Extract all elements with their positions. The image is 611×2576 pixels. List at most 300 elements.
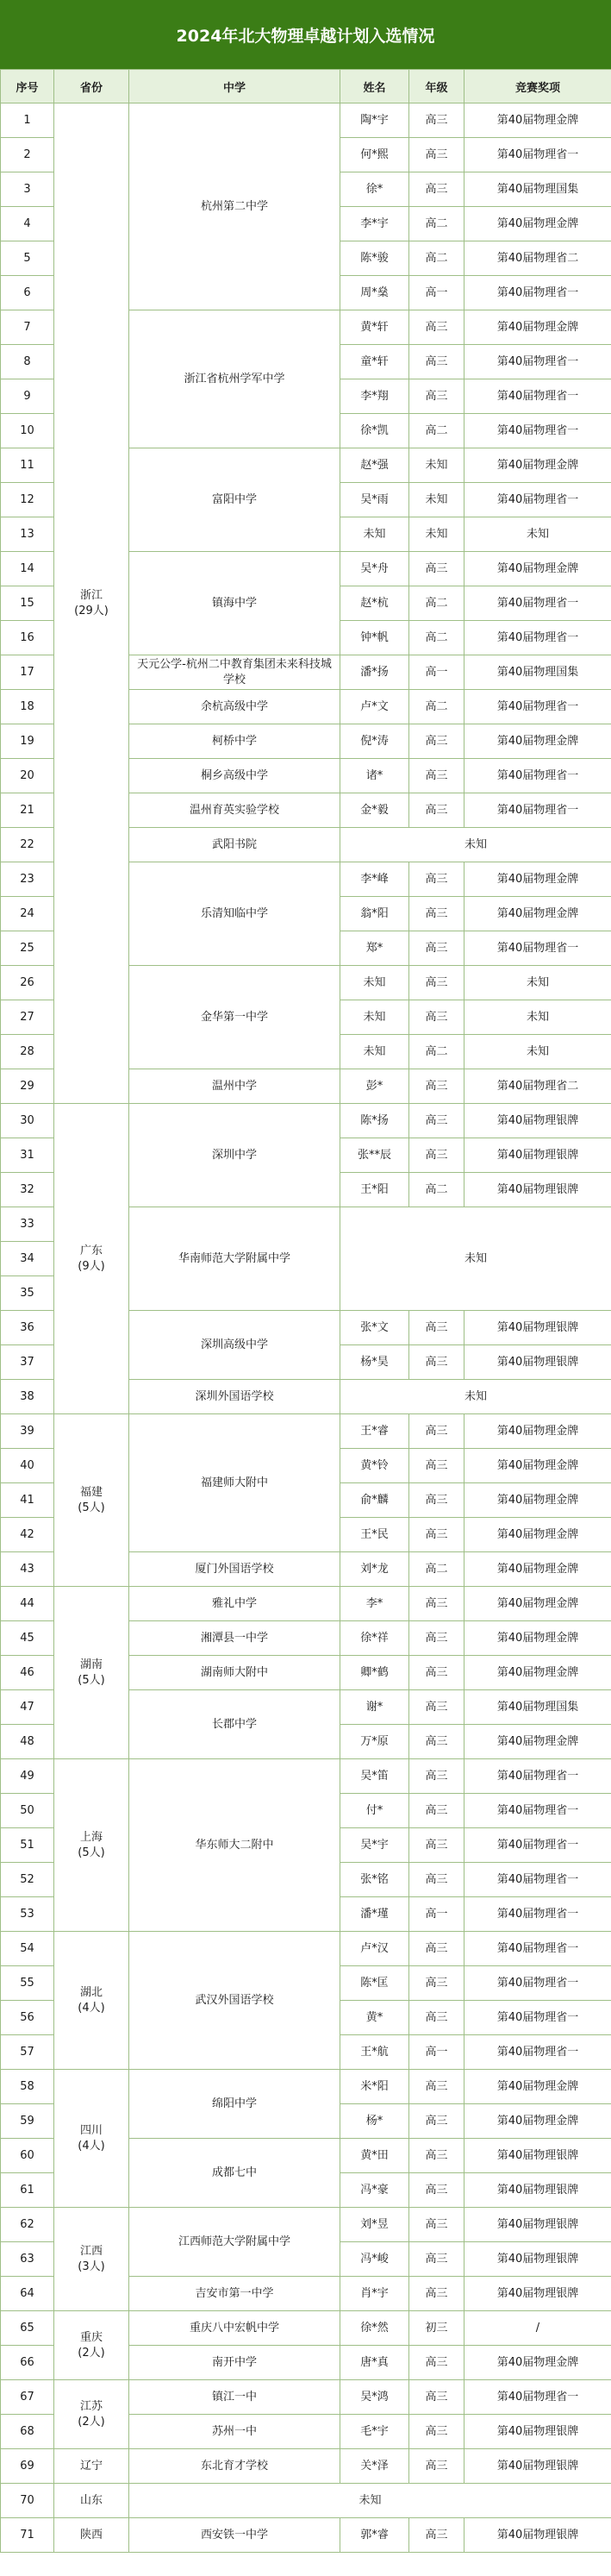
award-cell: 第40届物理金牌 xyxy=(464,207,611,241)
grade-cell: 高二 xyxy=(409,414,464,448)
province-cell: 浙江 (29人) xyxy=(54,103,129,1104)
grade-cell: 高三 xyxy=(409,2346,464,2380)
row-index: 31 xyxy=(1,1138,54,1173)
row-index: 51 xyxy=(1,1828,54,1863)
table-row xyxy=(1,2208,611,2242)
award-cell: 第40届物理国集 xyxy=(464,172,611,207)
award-cell: / xyxy=(464,2311,611,2346)
grade-cell: 高三 xyxy=(409,1828,464,1863)
student-name-cell: 卢*文 xyxy=(340,690,409,724)
grade-cell: 高三 xyxy=(409,793,464,828)
table-row xyxy=(1,1104,611,1138)
grade-cell: 高二 xyxy=(409,1552,464,1587)
unknown-cell: 未知 xyxy=(340,828,611,862)
student-name-cell: 倪*涛 xyxy=(340,724,409,759)
table-row xyxy=(1,2484,611,2518)
province-cell: 湖北 (4人) xyxy=(54,1932,129,2070)
row-index: 56 xyxy=(1,2001,54,2035)
row-index: 19 xyxy=(1,724,54,759)
row-index: 60 xyxy=(1,2139,54,2173)
student-name-cell: 冯*峻 xyxy=(340,2242,409,2277)
grade-cell: 高三 xyxy=(409,2518,464,2553)
school-cell: 温州育英实验学校 xyxy=(129,793,340,828)
row-index: 8 xyxy=(1,345,54,379)
award-cell: 第40届物理金牌 xyxy=(464,1621,611,1656)
student-name-cell: 冯*豪 xyxy=(340,2173,409,2208)
student-name-cell: 张*文 xyxy=(340,1311,409,1345)
table-row xyxy=(1,103,611,138)
grade-cell: 高三 xyxy=(409,2173,464,2208)
grade-cell: 高三 xyxy=(409,2277,464,2311)
school-cell: 湖南师大附中 xyxy=(129,1656,340,1690)
row-index: 9 xyxy=(1,379,54,414)
row-index: 42 xyxy=(1,1518,54,1552)
grade-cell: 高三 xyxy=(409,1483,464,1518)
school-cell: 镇海中学 xyxy=(129,552,340,655)
grade-cell: 高三 xyxy=(409,966,464,1000)
row-index: 6 xyxy=(1,276,54,310)
student-name-cell: 杨*昊 xyxy=(340,1345,409,1380)
award-cell: 第40届物理省一 xyxy=(464,586,611,621)
grade-cell: 高二 xyxy=(409,586,464,621)
grade-cell: 高一 xyxy=(409,1897,464,1932)
grade-cell: 高三 xyxy=(409,1449,464,1483)
column-header: 竞赛奖项 xyxy=(464,70,611,103)
award-cell: 第40届物理省一 xyxy=(464,276,611,310)
grade-cell: 高三 xyxy=(409,1863,464,1897)
province-cell: 湖南 (5人) xyxy=(54,1587,129,1759)
award-cell: 第40届物理金牌 xyxy=(464,1725,611,1759)
row-index: 48 xyxy=(1,1725,54,1759)
student-name-cell: 张**辰 xyxy=(340,1138,409,1173)
row-index: 29 xyxy=(1,1069,54,1104)
award-cell: 第40届物理银牌 xyxy=(464,2139,611,2173)
student-name-cell: 未知 xyxy=(340,1000,409,1035)
school-cell: 天元公学-杭州二中教育集团未来科技城学校 xyxy=(129,655,340,690)
award-cell: 第40届物理金牌 xyxy=(464,2104,611,2139)
row-index: 43 xyxy=(1,1552,54,1587)
grade-cell: 未知 xyxy=(409,483,464,517)
award-cell: 第40届物理银牌 xyxy=(464,1345,611,1380)
student-name-cell: 王*民 xyxy=(340,1518,409,1552)
award-cell: 第40届物理省一 xyxy=(464,379,611,414)
row-index: 38 xyxy=(1,1380,54,1414)
student-name-cell: 郑* xyxy=(340,931,409,966)
student-name-cell: 卢*汉 xyxy=(340,1932,409,1966)
row-index: 40 xyxy=(1,1449,54,1483)
student-name-cell: 钟*帆 xyxy=(340,621,409,655)
row-index: 58 xyxy=(1,2070,54,2104)
award-cell: 未知 xyxy=(464,1000,611,1035)
grade-cell: 高三 xyxy=(409,1794,464,1828)
student-name-cell: 毛*宇 xyxy=(340,2415,409,2449)
award-cell: 第40届物理省一 xyxy=(464,138,611,172)
column-header: 姓名 xyxy=(340,70,409,103)
table-row xyxy=(1,2518,611,2553)
row-index: 4 xyxy=(1,207,54,241)
grade-cell: 高二 xyxy=(409,1035,464,1069)
school-cell: 深圳高级中学 xyxy=(129,1311,340,1380)
grade-cell: 高三 xyxy=(409,1690,464,1725)
award-cell: 第40届物理省二 xyxy=(464,241,611,276)
award-cell: 第40届物理银牌 xyxy=(464,2518,611,2553)
grade-cell: 高三 xyxy=(409,1759,464,1794)
province-cell: 江西 (3人) xyxy=(54,2208,129,2311)
row-index: 54 xyxy=(1,1932,54,1966)
award-cell: 第40届物理省二 xyxy=(464,1069,611,1104)
award-cell: 第40届物理金牌 xyxy=(464,1587,611,1621)
row-index: 18 xyxy=(1,690,54,724)
province-cell: 江苏 (2人) xyxy=(54,2380,129,2449)
award-cell: 第40届物理省一 xyxy=(464,1932,611,1966)
school-cell: 华东师大二附中 xyxy=(129,1759,340,1932)
school-cell: 东北育才学校 xyxy=(129,2449,340,2484)
award-cell: 第40届物理金牌 xyxy=(464,1449,611,1483)
school-cell: 深圳外国语学校 xyxy=(129,1380,340,1414)
school-cell: 余杭高级中学 xyxy=(129,690,340,724)
school-cell: 武阳书院 xyxy=(129,828,340,862)
row-index: 13 xyxy=(1,517,54,552)
school-cell: 南开中学 xyxy=(129,2346,340,2380)
award-cell: 第40届物理省一 xyxy=(464,1759,611,1794)
row-index: 22 xyxy=(1,828,54,862)
school-cell: 雅礼中学 xyxy=(129,1587,340,1621)
student-name-cell: 潘*扬 xyxy=(340,655,409,690)
province-cell: 辽宁 xyxy=(54,2449,129,2484)
award-cell: 第40届物理金牌 xyxy=(464,310,611,345)
row-index: 11 xyxy=(1,448,54,483)
award-cell: 第40届物理省一 xyxy=(464,793,611,828)
school-cell: 桐乡高级中学 xyxy=(129,759,340,793)
award-cell: 第40届物理银牌 xyxy=(464,2277,611,2311)
award-cell: 第40届物理金牌 xyxy=(464,2346,611,2380)
student-name-cell: 吴*笛 xyxy=(340,1759,409,1794)
province-cell: 广东 (9人) xyxy=(54,1104,129,1414)
row-index: 3 xyxy=(1,172,54,207)
student-name-cell: 俞*麟 xyxy=(340,1483,409,1518)
student-name-cell: 李*宇 xyxy=(340,207,409,241)
award-cell: 第40届物理省一 xyxy=(464,414,611,448)
award-table xyxy=(0,69,611,2553)
row-index: 16 xyxy=(1,621,54,655)
school-cell: 厦门外国语学校 xyxy=(129,1552,340,1587)
unknown-cell: 未知 xyxy=(340,1207,611,1311)
column-header: 序号 xyxy=(1,70,54,103)
grade-cell: 高三 xyxy=(409,1345,464,1380)
row-index: 12 xyxy=(1,483,54,517)
award-cell: 第40届物理省一 xyxy=(464,759,611,793)
award-cell: 第40届物理省一 xyxy=(464,2035,611,2070)
award-cell: 第40届物理省一 xyxy=(464,345,611,379)
award-cell: 第40届物理金牌 xyxy=(464,1518,611,1552)
grade-cell: 高三 xyxy=(409,1518,464,1552)
row-index: 45 xyxy=(1,1621,54,1656)
column-header: 省份 xyxy=(54,70,129,103)
grade-cell: 高三 xyxy=(409,2449,464,2484)
school-cell: 西安铁一中学 xyxy=(129,2518,340,2553)
award-cell: 第40届物理省一 xyxy=(464,690,611,724)
grade-cell: 高三 xyxy=(409,931,464,966)
student-name-cell: 付* xyxy=(340,1794,409,1828)
grade-cell: 高三 xyxy=(409,2070,464,2104)
award-cell: 第40届物理国集 xyxy=(464,1690,611,1725)
row-index: 2 xyxy=(1,138,54,172)
award-cell: 第40届物理金牌 xyxy=(464,103,611,138)
award-cell: 第40届物理金牌 xyxy=(464,897,611,931)
school-cell: 重庆八中宏帆中学 xyxy=(129,2311,340,2346)
row-index: 70 xyxy=(1,2484,54,2518)
row-index: 23 xyxy=(1,862,54,897)
table-row xyxy=(1,2311,611,2346)
column-header: 年级 xyxy=(409,70,464,103)
student-name-cell: 李*翔 xyxy=(340,379,409,414)
award-cell: 第40届物理省一 xyxy=(464,1966,611,2001)
award-cell: 第40届物理金牌 xyxy=(464,862,611,897)
student-name-cell: 赵*杭 xyxy=(340,586,409,621)
table-row xyxy=(1,1587,611,1621)
row-index: 46 xyxy=(1,1656,54,1690)
row-index: 65 xyxy=(1,2311,54,2346)
row-index: 33 xyxy=(1,1207,54,1242)
school-cell: 金华第一中学 xyxy=(129,966,340,1069)
student-name-cell: 王*睿 xyxy=(340,1414,409,1449)
row-index: 20 xyxy=(1,759,54,793)
student-name-cell: 李* xyxy=(340,1587,409,1621)
grade-cell: 高三 xyxy=(409,2242,464,2277)
award-cell: 第40届物理省一 xyxy=(464,1897,611,1932)
grade-cell: 高三 xyxy=(409,2104,464,2139)
student-name-cell: 唐*真 xyxy=(340,2346,409,2380)
grade-cell: 高一 xyxy=(409,655,464,690)
row-index: 67 xyxy=(1,2380,54,2415)
row-index: 59 xyxy=(1,2104,54,2139)
award-cell: 第40届物理省一 xyxy=(464,1828,611,1863)
row-index: 30 xyxy=(1,1104,54,1138)
grade-cell: 高三 xyxy=(409,1069,464,1104)
student-name-cell: 黄*轩 xyxy=(340,310,409,345)
student-name-cell: 彭* xyxy=(340,1069,409,1104)
row-index: 37 xyxy=(1,1345,54,1380)
row-index: 27 xyxy=(1,1000,54,1035)
student-name-cell: 翁*阳 xyxy=(340,897,409,931)
grade-cell: 高三 xyxy=(409,1621,464,1656)
student-name-cell: 陈*匡 xyxy=(340,1966,409,2001)
row-index: 36 xyxy=(1,1311,54,1345)
grade-cell: 高二 xyxy=(409,207,464,241)
school-cell: 深圳中学 xyxy=(129,1104,340,1207)
grade-cell: 高三 xyxy=(409,862,464,897)
award-cell: 第40届物理省一 xyxy=(464,483,611,517)
row-index: 50 xyxy=(1,1794,54,1828)
grade-cell: 高二 xyxy=(409,1173,464,1207)
row-index: 47 xyxy=(1,1690,54,1725)
grade-cell: 高三 xyxy=(409,759,464,793)
school-cell: 苏州一中 xyxy=(129,2415,340,2449)
student-name-cell: 万*原 xyxy=(340,1725,409,1759)
award-cell: 第40届物理省一 xyxy=(464,621,611,655)
student-name-cell: 杨* xyxy=(340,2104,409,2139)
table-body xyxy=(1,103,611,2553)
row-index: 24 xyxy=(1,897,54,931)
row-index: 66 xyxy=(1,2346,54,2380)
school-cell: 浙江省杭州学军中学 xyxy=(129,310,340,448)
grade-cell: 高三 xyxy=(409,1138,464,1173)
award-cell: 第40届物理金牌 xyxy=(464,448,611,483)
student-name-cell: 赵*强 xyxy=(340,448,409,483)
student-name-cell: 郭*睿 xyxy=(340,2518,409,2553)
grade-cell: 未知 xyxy=(409,448,464,483)
row-index: 17 xyxy=(1,655,54,690)
grade-cell: 高三 xyxy=(409,1414,464,1449)
award-cell: 第40届物理省一 xyxy=(464,2001,611,2035)
student-name-cell: 王*阳 xyxy=(340,1173,409,1207)
award-cell: 第40届物理银牌 xyxy=(464,2242,611,2277)
student-name-cell: 何*熙 xyxy=(340,138,409,172)
row-index: 1 xyxy=(1,103,54,138)
row-index: 62 xyxy=(1,2208,54,2242)
student-name-cell: 谢* xyxy=(340,1690,409,1725)
row-index: 39 xyxy=(1,1414,54,1449)
grade-cell: 高二 xyxy=(409,241,464,276)
grade-cell: 高三 xyxy=(409,1587,464,1621)
row-index: 7 xyxy=(1,310,54,345)
grade-cell: 高三 xyxy=(409,1311,464,1345)
grade-cell: 高三 xyxy=(409,2380,464,2415)
student-name-cell: 诸* xyxy=(340,759,409,793)
grade-cell: 高三 xyxy=(409,897,464,931)
student-name-cell: 黄* xyxy=(340,2001,409,2035)
table-row xyxy=(1,1759,611,1794)
student-name-cell: 未知 xyxy=(340,966,409,1000)
grade-cell: 高三 xyxy=(409,2139,464,2173)
grade-cell: 高三 xyxy=(409,103,464,138)
row-index: 14 xyxy=(1,552,54,586)
grade-cell: 高三 xyxy=(409,2415,464,2449)
province-cell: 四川 (4人) xyxy=(54,2070,129,2208)
grade-cell: 高三 xyxy=(409,172,464,207)
grade-cell: 高三 xyxy=(409,1000,464,1035)
row-index: 28 xyxy=(1,1035,54,1069)
row-index: 63 xyxy=(1,2242,54,2277)
province-cell: 陕西 xyxy=(54,2518,129,2553)
grade-cell: 高三 xyxy=(409,1656,464,1690)
school-cell: 湘潭县一中学 xyxy=(129,1621,340,1656)
province-cell: 山东 xyxy=(54,2484,129,2518)
award-cell: 第40届物理金牌 xyxy=(464,724,611,759)
grade-cell: 初三 xyxy=(409,2311,464,2346)
row-index: 15 xyxy=(1,586,54,621)
school-cell: 吉安市第一中学 xyxy=(129,2277,340,2311)
grade-cell: 高三 xyxy=(409,1966,464,2001)
student-name-cell: 周*燊 xyxy=(340,276,409,310)
award-cell: 第40届物理银牌 xyxy=(464,2415,611,2449)
student-name-cell: 陈*扬 xyxy=(340,1104,409,1138)
student-name-cell: 刘*昱 xyxy=(340,2208,409,2242)
student-name-cell: 徐*凯 xyxy=(340,414,409,448)
grade-cell: 高三 xyxy=(409,724,464,759)
table-row xyxy=(1,2449,611,2484)
school-cell: 杭州第二中学 xyxy=(129,103,340,310)
table-row xyxy=(1,1932,611,1966)
grade-cell: 高三 xyxy=(409,2001,464,2035)
student-name-cell: 徐*祥 xyxy=(340,1621,409,1656)
province-cell: 重庆 (2人) xyxy=(54,2311,129,2380)
row-index: 55 xyxy=(1,1966,54,2001)
grade-cell: 高一 xyxy=(409,2035,464,2070)
award-cell: 未知 xyxy=(464,517,611,552)
award-cell: 未知 xyxy=(464,966,611,1000)
award-cell: 第40届物理省一 xyxy=(464,1794,611,1828)
row-index: 10 xyxy=(1,414,54,448)
grade-cell: 高二 xyxy=(409,621,464,655)
grade-cell: 高三 xyxy=(409,310,464,345)
student-name-cell: 刘*龙 xyxy=(340,1552,409,1587)
award-cell: 第40届物理金牌 xyxy=(464,2070,611,2104)
award-cell: 第40届物理金牌 xyxy=(464,1656,611,1690)
row-index: 34 xyxy=(1,1242,54,1276)
row-index: 49 xyxy=(1,1759,54,1794)
grade-cell: 高三 xyxy=(409,1725,464,1759)
award-cell: 第40届物理银牌 xyxy=(464,1104,611,1138)
row-index: 35 xyxy=(1,1276,54,1311)
table-row xyxy=(1,1414,611,1449)
unknown-cell: 未知 xyxy=(340,1380,611,1414)
award-cell: 第40届物理银牌 xyxy=(464,1173,611,1207)
student-name-cell: 潘*瑾 xyxy=(340,1897,409,1932)
row-index: 5 xyxy=(1,241,54,276)
student-name-cell: 卿*鹤 xyxy=(340,1656,409,1690)
student-name-cell: 陶*宇 xyxy=(340,103,409,138)
student-name-cell: 徐*然 xyxy=(340,2311,409,2346)
student-name-cell: 吴*宇 xyxy=(340,1828,409,1863)
row-index: 21 xyxy=(1,793,54,828)
grade-cell: 高三 xyxy=(409,552,464,586)
award-cell: 第40届物理国集 xyxy=(464,655,611,690)
row-index: 61 xyxy=(1,2173,54,2208)
award-cell: 第40届物理省一 xyxy=(464,2380,611,2415)
row-index: 68 xyxy=(1,2415,54,2449)
school-cell: 华南师范大学附属中学 xyxy=(129,1207,340,1311)
school-cell: 未知 xyxy=(129,2484,611,2518)
award-cell: 第40届物理省一 xyxy=(464,931,611,966)
school-cell: 武汉外国语学校 xyxy=(129,1932,340,2070)
award-cell: 第40届物理银牌 xyxy=(464,1311,611,1345)
grade-cell: 高三 xyxy=(409,138,464,172)
row-index: 64 xyxy=(1,2277,54,2311)
student-name-cell: 吴*雨 xyxy=(340,483,409,517)
award-cell: 第40届物理金牌 xyxy=(464,1483,611,1518)
award-cell: 第40届物理金牌 xyxy=(464,552,611,586)
school-cell: 乐清知临中学 xyxy=(129,862,340,966)
row-index: 53 xyxy=(1,1897,54,1932)
school-cell: 柯桥中学 xyxy=(129,724,340,759)
award-cell: 第40届物理银牌 xyxy=(464,1138,611,1173)
student-name-cell: 肖*宇 xyxy=(340,2277,409,2311)
student-name-cell: 吴*舟 xyxy=(340,552,409,586)
row-index: 44 xyxy=(1,1587,54,1621)
row-index: 25 xyxy=(1,931,54,966)
school-cell: 长郡中学 xyxy=(129,1690,340,1759)
row-index: 52 xyxy=(1,1863,54,1897)
grade-cell: 高三 xyxy=(409,1104,464,1138)
award-cell: 第40届物理省一 xyxy=(464,1863,611,1897)
school-cell: 江西师范大学附属中学 xyxy=(129,2208,340,2277)
school-cell: 成都七中 xyxy=(129,2139,340,2208)
award-cell: 第40届物理银牌 xyxy=(464,2173,611,2208)
award-cell: 第40届物理金牌 xyxy=(464,1414,611,1449)
row-index: 26 xyxy=(1,966,54,1000)
school-cell: 福建师大附中 xyxy=(129,1414,340,1552)
